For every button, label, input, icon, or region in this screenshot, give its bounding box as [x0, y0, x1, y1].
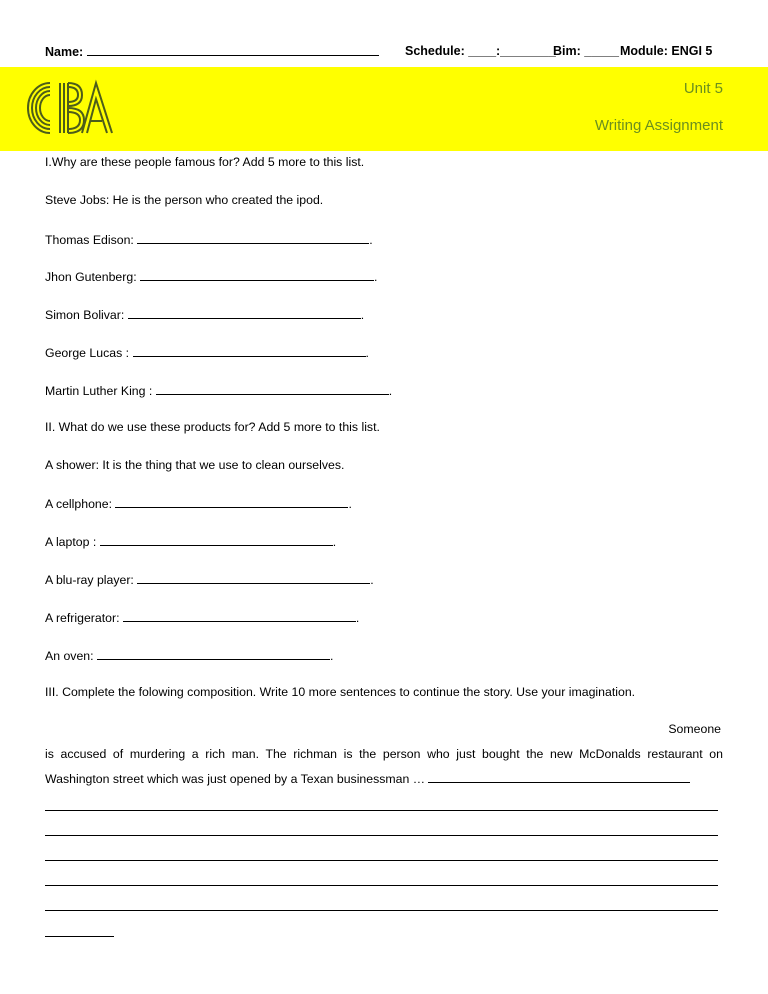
composition-text: is accused of murdering a rich man. The richman is the person who just bought the new McDonalds restaurant on Washington street which was just opened by a Texan businessman … — [45, 747, 723, 786]
item-label: Thomas Edison: — [45, 233, 134, 247]
item-label: A cellphone: — [45, 497, 113, 511]
answer-line-blu-ray-player[interactable]: A blu-ray player: . — [45, 573, 374, 587]
answer-blank[interactable] — [115, 496, 348, 508]
section-1-heading: I.Why are these people famous for? Add 5 more to this list. — [45, 155, 365, 169]
title-banner — [0, 67, 768, 151]
answer-line-laptop[interactable]: A laptop : . — [45, 535, 337, 549]
answer-line-refrigerator[interactable]: A refrigerator: . — [45, 611, 360, 625]
item-label: A refrigerator: — [45, 611, 120, 625]
writing-line[interactable] — [45, 885, 718, 886]
item-label: An oven: — [45, 649, 94, 663]
writing-line[interactable] — [45, 810, 718, 811]
answer-blank[interactable] — [133, 345, 366, 357]
answer-blank[interactable] — [97, 648, 330, 660]
answer-line-thomas-edison[interactable]: Thomas Edison: . — [45, 233, 373, 247]
section-2-heading: II. What do we use these products for? Add 5 more to this list. — [45, 420, 380, 434]
name-blank[interactable] — [87, 44, 379, 56]
section-1-example: Steve Jobs: He is the person who created the ipod. — [45, 193, 324, 207]
bim-field[interactable]: Bim: _____ — [553, 44, 620, 58]
answer-blank[interactable] — [137, 572, 370, 584]
answer-line-oven[interactable]: An oven: . — [45, 649, 334, 663]
answer-line-jhon-gutenberg[interactable]: Jhon Gutenberg: . — [45, 270, 378, 284]
item-label: George Lucas : — [45, 346, 130, 360]
item-label: Jhon Gutenberg: — [45, 270, 137, 284]
writing-line[interactable] — [45, 860, 718, 861]
composition-blank[interactable] — [428, 771, 690, 783]
answer-blank[interactable] — [140, 269, 374, 281]
unit-title: Unit 5 — [683, 80, 723, 97]
module-label: Module: ENGI 5 — [620, 44, 713, 58]
answer-line-martin-luther-king[interactable]: Martin Luther King : . — [45, 384, 393, 398]
answer-blank[interactable] — [100, 534, 333, 546]
item-label: Simon Bolivar: — [45, 308, 125, 322]
section-3-heading: III. Complete the folowing composition. Write 10 more sentences to continue the story. Use your imagination. — [45, 685, 636, 699]
schedule-field[interactable]: Schedule: ____:________ — [405, 44, 556, 58]
answer-blank[interactable] — [128, 307, 361, 319]
answer-blank[interactable] — [156, 383, 389, 395]
item-label: A blu-ray player: — [45, 573, 134, 587]
cba-logo — [20, 75, 120, 141]
composition-first-word: Someone — [668, 722, 721, 736]
answer-line-george-lucas[interactable]: George Lucas : . — [45, 346, 369, 360]
answer-blank[interactable] — [123, 610, 356, 622]
answer-blank[interactable] — [137, 232, 369, 244]
writing-line[interactable] — [45, 936, 114, 937]
item-label: A laptop : — [45, 535, 97, 549]
writing-line[interactable] — [45, 835, 718, 836]
item-label: Martin Luther King : — [45, 384, 153, 398]
name-field[interactable]: Name: — [45, 44, 379, 59]
section-2-example: A shower: It is the thing that we use to clean ourselves. — [45, 458, 345, 472]
answer-line-simon-bolivar[interactable]: Simon Bolivar: . — [45, 308, 365, 322]
writing-line[interactable] — [45, 910, 718, 911]
answer-line-cellphone[interactable]: A cellphone: . — [45, 497, 352, 511]
assignment-title: Writing Assignment — [594, 117, 723, 134]
